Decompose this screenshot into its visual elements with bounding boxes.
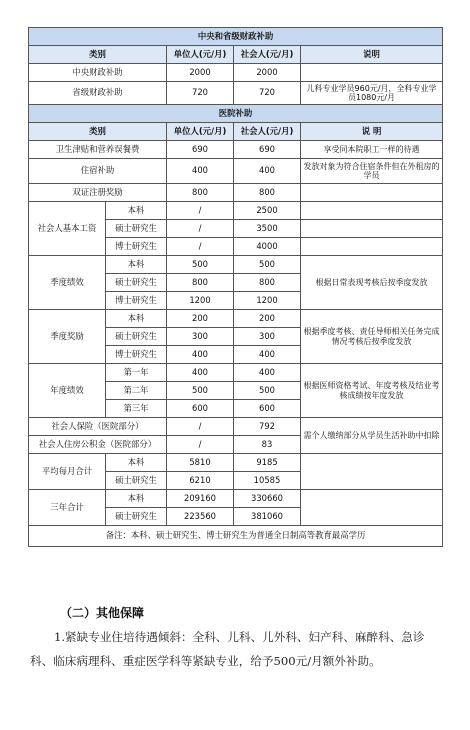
- table-row: [29, 141, 443, 159]
- desc-cell: 儿科专业学员960元/月，全科专业学员1080元/月: [301, 82, 443, 105]
- row-label: 社会人保险（医院部分）: [29, 418, 167, 436]
- social-value: 800: [234, 274, 301, 292]
- group-label: 季度奖励: [29, 310, 106, 364]
- desc-cell: 根据医师资格考试、年度考核及结业考核成绩按年度发放: [301, 364, 443, 418]
- social-value: 9185: [234, 454, 301, 472]
- desc-cell: [301, 202, 443, 220]
- group-label: 社会人基本工资: [29, 202, 106, 256]
- unit-value: 5810: [167, 454, 234, 472]
- unit-value: /: [167, 220, 234, 238]
- social-value: 381060: [234, 508, 301, 526]
- row-label: 中央财政补助: [29, 64, 167, 82]
- social-value: 3500: [234, 220, 301, 238]
- sub-label: 博士研究生: [106, 346, 167, 364]
- sub-label: 本科: [106, 256, 167, 274]
- sub-label: 本科: [106, 310, 167, 328]
- desc-cell: 需个人缴纳部分从学员生活补助中扣除: [301, 418, 443, 454]
- header-row: [29, 123, 443, 141]
- social-value: 10585: [234, 472, 301, 490]
- unit-value: /: [167, 418, 234, 436]
- group-label: 三年合计: [29, 490, 106, 526]
- unit-value: /: [167, 202, 234, 220]
- sub-label: 硕士研究生: [106, 328, 167, 346]
- unit-value: 6210: [167, 472, 234, 490]
- desc-cell: [301, 490, 443, 526]
- sub-label: 博士研究生: [106, 238, 167, 256]
- col-header-desc: 说明: [301, 46, 443, 64]
- section-title: 中央和省级财政补助: [29, 28, 443, 46]
- unit-value: 690: [167, 141, 234, 159]
- table-row: [29, 159, 443, 184]
- social-value: 2500: [234, 202, 301, 220]
- row-label: 卫生津贴和营养误餐费: [29, 141, 167, 159]
- sub-label: 博士研究生: [106, 292, 167, 310]
- unit-value: 600: [167, 400, 234, 418]
- table-row: [29, 418, 443, 436]
- unit-value: 2000: [167, 64, 234, 82]
- social-value: 200: [234, 310, 301, 328]
- col-header-social: 社会人(元/月): [234, 123, 301, 141]
- sub-label: 硕士研究生: [106, 220, 167, 238]
- sub-label: 本科: [106, 490, 167, 508]
- desc-cell: [301, 184, 443, 202]
- table-footnote: 备注：本科、硕士研究生、博士研究生为普通全日制高等教育最高学历: [29, 526, 443, 547]
- table-row: [29, 490, 443, 508]
- social-value: 500: [234, 382, 301, 400]
- unit-value: 400: [167, 159, 234, 184]
- unit-value: 200: [167, 310, 234, 328]
- sub-label: 本科: [106, 202, 167, 220]
- desc-cell: [301, 64, 443, 82]
- social-value: 690: [234, 141, 301, 159]
- social-value: 400: [234, 346, 301, 364]
- unit-value: 209160: [167, 490, 234, 508]
- social-value: 400: [234, 364, 301, 382]
- unit-value: /: [167, 238, 234, 256]
- social-value: 720: [234, 82, 301, 105]
- unit-value: /: [167, 436, 234, 454]
- table-row: [29, 82, 443, 105]
- desc-cell: 享受同本院职工一样的待遇: [301, 141, 443, 159]
- section-band-hospital: [29, 105, 443, 123]
- header-row: [29, 46, 443, 64]
- unit-value: 400: [167, 364, 234, 382]
- section-band-financial: [29, 28, 443, 46]
- unit-value: 720: [167, 82, 234, 105]
- table-row: [29, 202, 443, 220]
- unit-value: 400: [167, 346, 234, 364]
- social-value: 400: [234, 159, 301, 184]
- footnote-row: [29, 526, 443, 547]
- body-paragraph: 1.紧缺专业住培待遇倾斜：全科、儿科、儿外科、妇产科、麻醉科、急诊科、临床病理科、重症医学科等紧缺专业，给予500元/月额外补助。: [30, 630, 425, 668]
- social-value: 330660: [234, 490, 301, 508]
- row-label: 双证注册奖励: [29, 184, 167, 202]
- desc-cell: 发放对象为符合住宿条件但在外租房的学员: [301, 159, 443, 184]
- unit-value: 300: [167, 328, 234, 346]
- col-header-social: 社会人(元/月): [234, 46, 301, 64]
- sub-label: 第二年: [106, 382, 167, 400]
- table-row: [29, 184, 443, 202]
- unit-value: 800: [167, 184, 234, 202]
- sub-label: 第三年: [106, 400, 167, 418]
- social-value: 1200: [234, 292, 301, 310]
- social-value: 83: [234, 436, 301, 454]
- table-row: [29, 310, 443, 328]
- sub-label: 硕士研究生: [106, 472, 167, 490]
- col-header-unit: 单位人(元/月): [167, 46, 234, 64]
- desc-cell: 根据日常表现考核后按季度发放: [301, 256, 443, 310]
- unit-value: 500: [167, 382, 234, 400]
- section-title: 医院补助: [29, 105, 443, 123]
- col-header-category: 类别: [29, 123, 167, 141]
- col-header-unit: 单位人(元/月): [167, 123, 234, 141]
- row-label: 住宿补助: [29, 159, 167, 184]
- desc-cell: 根据季度考核、责任导师相关任务完成情况考核后按季度发放: [301, 310, 443, 364]
- table-row: [29, 256, 443, 274]
- unit-value: 223560: [167, 508, 234, 526]
- unit-value: 1200: [167, 292, 234, 310]
- group-label: 平均每月合计: [29, 454, 106, 490]
- social-value: 600: [234, 400, 301, 418]
- social-value: 800: [234, 184, 301, 202]
- unit-value: 500: [167, 256, 234, 274]
- sub-label: 本科: [106, 454, 167, 472]
- sub-label: 第一年: [106, 364, 167, 382]
- row-label: 社会人住房公积金（医院部分）: [29, 436, 167, 454]
- row-label: 省级财政补助: [29, 82, 167, 105]
- table-row: [29, 64, 443, 82]
- social-value: 500: [234, 256, 301, 274]
- social-value: 2000: [234, 64, 301, 82]
- group-label: 年度绩效: [29, 364, 106, 418]
- group-label: 季度绩效: [29, 256, 106, 310]
- section-heading: （二）其他保障: [60, 606, 145, 620]
- sub-label: 硕士研究生: [106, 274, 167, 292]
- desc-cell: [301, 454, 443, 490]
- social-value: 300: [234, 328, 301, 346]
- unit-value: 800: [167, 274, 234, 292]
- desc-cell: [301, 238, 443, 256]
- sub-label: 硕士研究生: [106, 508, 167, 526]
- social-value: 4000: [234, 238, 301, 256]
- col-header-category: 类别: [29, 46, 167, 64]
- table-row: [29, 454, 443, 472]
- desc-cell: [301, 220, 443, 238]
- subsidy-table: [28, 27, 443, 547]
- col-header-desc: 说 明: [301, 123, 443, 141]
- table-row: [29, 364, 443, 382]
- social-value: 792: [234, 418, 301, 436]
